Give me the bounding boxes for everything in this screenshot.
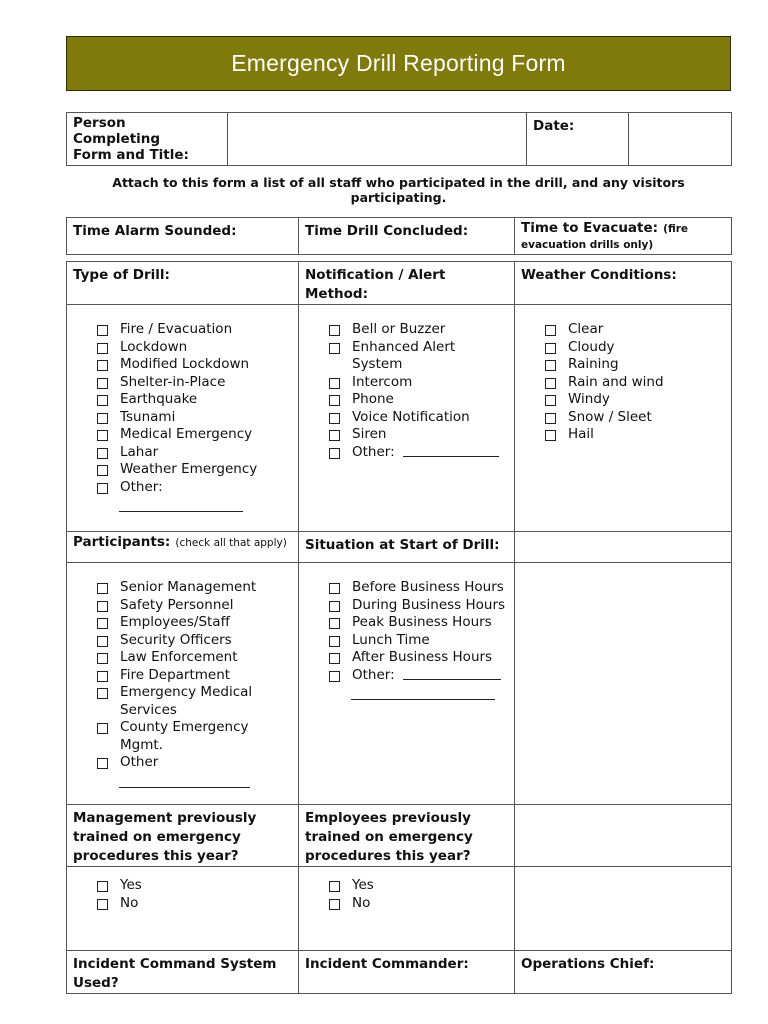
- checkbox-icon[interactable]: [329, 653, 340, 664]
- employees-trained-label: Employees previously trained on emergency procedures this year?: [305, 810, 473, 864]
- participant-option[interactable]: Safety Personnel: [97, 597, 292, 615]
- checkbox-icon[interactable]: [97, 483, 108, 494]
- checkbox-icon[interactable]: [545, 413, 556, 424]
- time-to-evacuate-label: Time to Evacuate:: [521, 220, 659, 236]
- form-header: [66, 36, 731, 91]
- drill-details-table: [66, 261, 732, 994]
- checkbox-icon[interactable]: [97, 758, 108, 769]
- drill-type-option[interactable]: Tsunami: [97, 409, 292, 427]
- checkbox-icon[interactable]: [97, 343, 108, 354]
- checkbox-icon[interactable]: [545, 325, 556, 336]
- checkbox-icon[interactable]: [545, 360, 556, 371]
- date-field[interactable]: [629, 113, 732, 166]
- section2-empty-body: [515, 563, 732, 805]
- weather-option[interactable]: Cloudy: [545, 339, 725, 357]
- time-drill-concluded-label: Time Drill Concluded:: [305, 223, 469, 239]
- checkbox-icon[interactable]: [97, 360, 108, 371]
- weather-option[interactable]: Rain and wind: [545, 374, 725, 392]
- weather-conditions-list: [545, 321, 725, 444]
- checkbox-icon[interactable]: [329, 378, 340, 389]
- drill-type-option[interactable]: Lockdown: [97, 339, 292, 357]
- time-alarm-sounded-label: Time Alarm Sounded:: [73, 223, 237, 239]
- notification-option[interactable]: Intercom: [329, 374, 508, 392]
- person-completing-label-cell: [67, 113, 228, 166]
- participant-option[interactable]: Emergency Medical Services: [97, 684, 292, 719]
- checkbox-icon[interactable]: [97, 653, 108, 664]
- participant-option[interactable]: County Emergency Mgmt.: [97, 719, 292, 754]
- situation-other-blank-2[interactable]: [351, 684, 495, 700]
- checkbox-icon[interactable]: [329, 636, 340, 647]
- person-completing-label: Person Completing Form and Title:: [73, 115, 189, 163]
- checkbox-icon[interactable]: [97, 465, 108, 476]
- drill-type-option[interactable]: Other:: [97, 479, 292, 497]
- drill-type-option[interactable]: Earthquake: [97, 391, 292, 409]
- weather-option[interactable]: Clear: [545, 321, 725, 339]
- situation-other-blank[interactable]: [403, 667, 501, 680]
- participant-option[interactable]: Security Officers: [97, 632, 292, 650]
- checkbox-icon[interactable]: [329, 448, 340, 459]
- participants-other-blank[interactable]: [119, 772, 250, 788]
- participants-note: (check all that apply): [175, 537, 287, 549]
- drill-type-option[interactable]: Weather Emergency: [97, 461, 292, 479]
- situation-option[interactable]: Peak Business Hours: [329, 614, 508, 632]
- notification-option[interactable]: Siren: [329, 426, 508, 444]
- checkbox-icon[interactable]: [97, 723, 108, 734]
- incident-command-system-label: Incident Command System Used?: [73, 956, 277, 991]
- checkbox-icon[interactable]: [97, 618, 108, 629]
- participant-option[interactable]: Other: [97, 754, 292, 772]
- section2-empty-header: [515, 532, 732, 563]
- checkbox-icon[interactable]: [97, 430, 108, 441]
- notification-method-list: [329, 321, 508, 461]
- participant-option[interactable]: Employees/Staff: [97, 614, 292, 632]
- time-to-evacuate-note: (fire evacuation drills only): [521, 223, 689, 251]
- notification-option[interactable]: Voice Notification: [329, 409, 508, 427]
- drill-type-other-blank[interactable]: [119, 496, 243, 512]
- time-alarm-sounded-cell[interactable]: [67, 218, 299, 255]
- checkbox-icon[interactable]: [97, 378, 108, 389]
- checkbox-icon[interactable]: [329, 325, 340, 336]
- time-to-evacuate-cell[interactable]: [515, 218, 732, 255]
- checkbox-icon[interactable]: [329, 881, 340, 892]
- participant-option[interactable]: Senior Management: [97, 579, 292, 597]
- participant-option[interactable]: Fire Department: [97, 667, 292, 685]
- operations-chief-label: Operations Chief:: [521, 956, 655, 972]
- situation-list: [329, 579, 508, 684]
- type-of-drill-label: Type of Drill:: [73, 267, 170, 283]
- drill-type-list: [97, 321, 292, 496]
- checkbox-icon[interactable]: [329, 413, 340, 424]
- situation-option[interactable]: Lunch Time: [329, 632, 508, 650]
- management-yes-option[interactable]: Yes: [97, 877, 292, 895]
- checkbox-icon[interactable]: [329, 395, 340, 406]
- checkbox-icon[interactable]: [97, 688, 108, 699]
- notification-method-label: Notification / Alert Method:: [305, 267, 446, 302]
- notification-option[interactable]: Enhanced Alert System: [329, 339, 508, 374]
- checkbox-icon[interactable]: [545, 430, 556, 441]
- management-no-option[interactable]: No: [97, 895, 292, 913]
- checkbox-icon[interactable]: [545, 395, 556, 406]
- checkbox-icon[interactable]: [329, 899, 340, 910]
- form-title: Emergency Drill Reporting Form: [231, 50, 566, 76]
- situation-at-start-label: Situation at Start of Drill:: [305, 537, 500, 553]
- drill-type-option[interactable]: Lahar: [97, 444, 292, 462]
- date-label: Date:: [533, 118, 575, 134]
- situation-option[interactable]: After Business Hours: [329, 649, 508, 667]
- participants-list: [97, 579, 292, 772]
- drill-type-option[interactable]: Modified Lockdown: [97, 356, 292, 374]
- notification-option[interactable]: Other:: [329, 444, 508, 462]
- checkbox-icon[interactable]: [329, 583, 340, 594]
- checkbox-icon[interactable]: [97, 413, 108, 424]
- checkbox-icon[interactable]: [329, 601, 340, 612]
- date-label-cell: [527, 113, 629, 166]
- notification-option[interactable]: Phone: [329, 391, 508, 409]
- checkbox-icon[interactable]: [97, 448, 108, 459]
- incident-commander-label: Incident Commander:: [305, 956, 469, 972]
- situation-option[interactable]: During Business Hours: [329, 597, 508, 615]
- drill-type-option[interactable]: Shelter-in-Place: [97, 374, 292, 392]
- checkbox-icon[interactable]: [97, 583, 108, 594]
- weather-option[interactable]: Hail: [545, 426, 725, 444]
- participant-option[interactable]: Law Enforcement: [97, 649, 292, 667]
- checkbox-icon[interactable]: [545, 378, 556, 389]
- checkbox-icon[interactable]: [545, 343, 556, 354]
- weather-option[interactable]: Windy: [545, 391, 725, 409]
- attach-staff-note: Attach to this form a list of all staff who participated in the drill, and any visitors participating.: [112, 175, 685, 205]
- checkbox-icon[interactable]: [97, 636, 108, 647]
- section3-empty-body: [515, 867, 732, 951]
- times-table: [66, 217, 732, 255]
- weather-option[interactable]: Raining: [545, 356, 725, 374]
- checkbox-icon[interactable]: [97, 881, 108, 892]
- employees-no-option[interactable]: No: [329, 895, 508, 913]
- checkbox-icon[interactable]: [329, 671, 340, 682]
- employees-trained-options: [329, 877, 508, 912]
- checkbox-icon[interactable]: [329, 430, 340, 441]
- time-drill-concluded-cell[interactable]: [299, 218, 515, 255]
- drill-type-option[interactable]: Fire / Evacuation: [97, 321, 292, 339]
- weather-conditions-label: Weather Conditions:: [521, 267, 677, 283]
- checkbox-icon[interactable]: [329, 618, 340, 629]
- participants-label: Participants:: [73, 534, 171, 550]
- checkbox-icon[interactable]: [329, 343, 340, 354]
- checkbox-icon[interactable]: [97, 325, 108, 336]
- situation-option[interactable]: Before Business Hours: [329, 579, 508, 597]
- situation-option[interactable]: Other:: [329, 667, 508, 685]
- notification-other-blank[interactable]: [403, 444, 499, 457]
- person-date-table: [66, 112, 732, 166]
- checkbox-icon[interactable]: [97, 899, 108, 910]
- employees-yes-option[interactable]: Yes: [329, 877, 508, 895]
- checkbox-icon[interactable]: [97, 671, 108, 682]
- checkbox-icon[interactable]: [97, 601, 108, 612]
- weather-option[interactable]: Snow / Sleet: [545, 409, 725, 427]
- person-completing-field[interactable]: [228, 113, 527, 166]
- checkbox-icon[interactable]: [97, 395, 108, 406]
- management-trained-options: [97, 877, 292, 912]
- drill-type-option[interactable]: Medical Emergency: [97, 426, 292, 444]
- management-trained-label: Management previously trained on emergency procedures this year?: [73, 810, 257, 864]
- section3-empty-header: [515, 805, 732, 867]
- notification-option[interactable]: Bell or Buzzer: [329, 321, 508, 339]
